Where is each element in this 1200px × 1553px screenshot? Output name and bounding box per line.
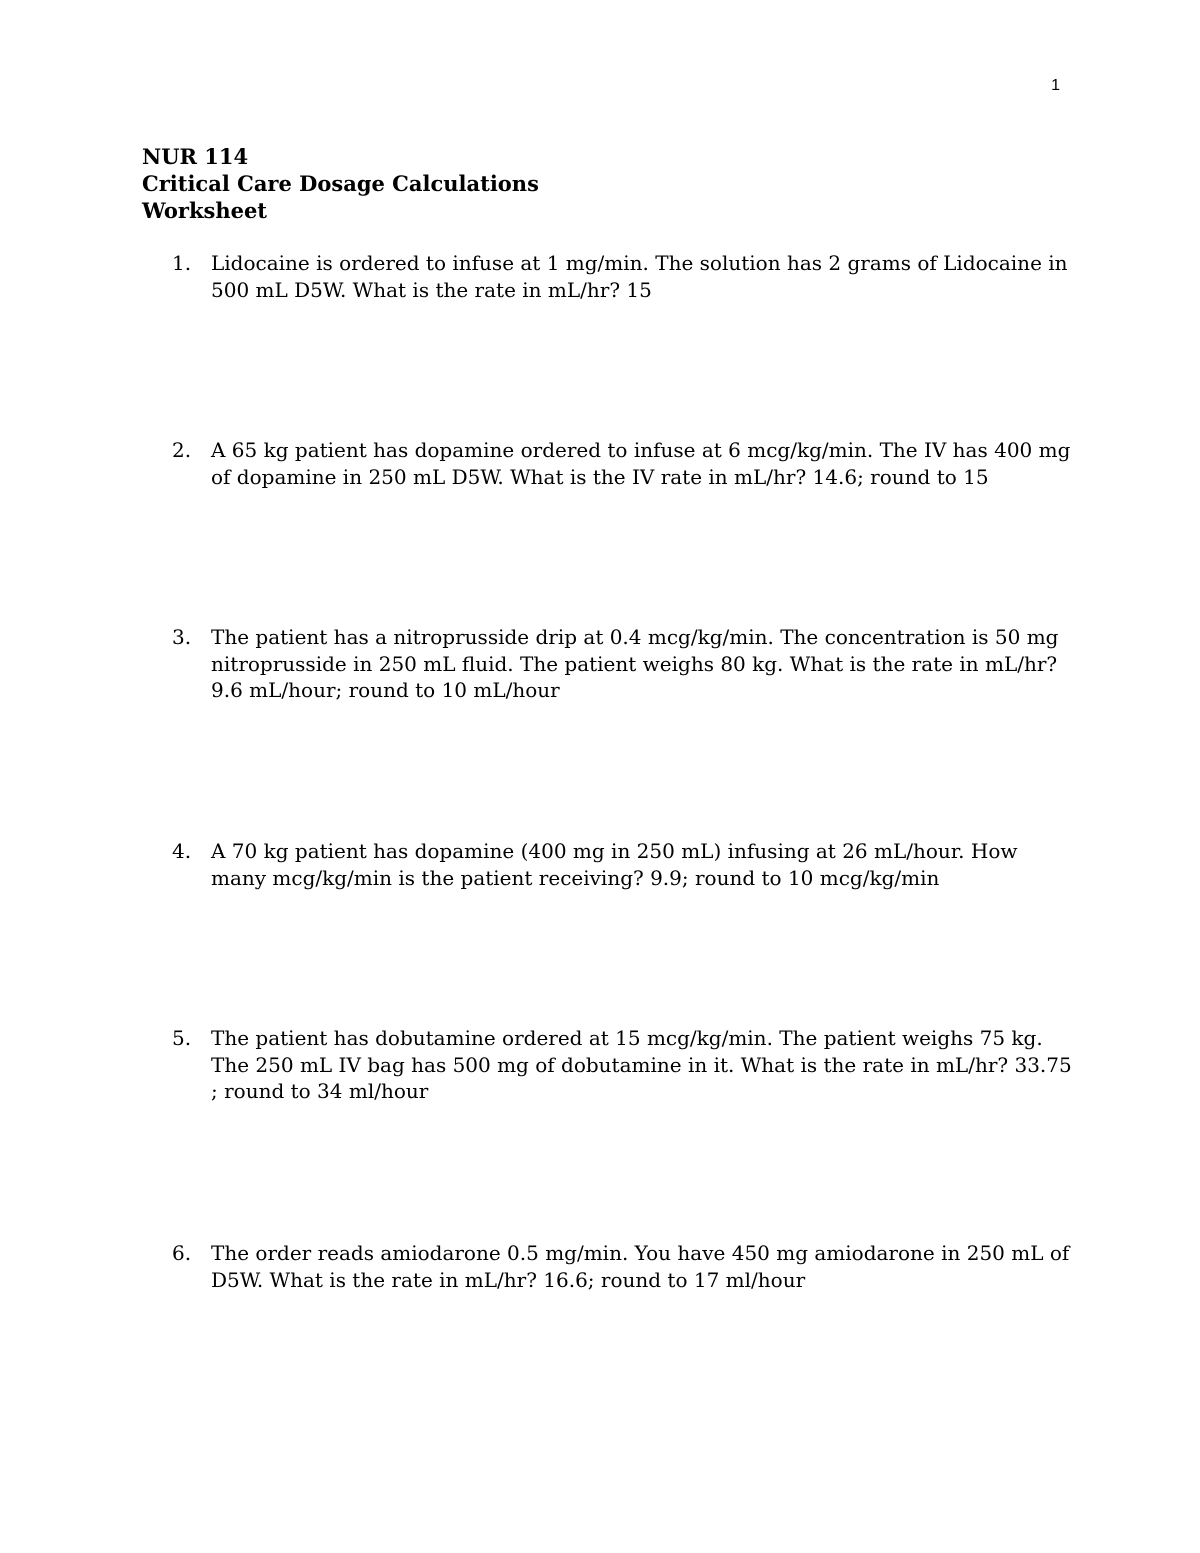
question-number: 4. <box>172 839 192 863</box>
question-text: A 70 kg patient has dopamine (400 mg in 250 mL) infusing at 26 mL/hour. How many mcg/kg/min is the patient receiving? 9.9; round to 10 mcg/kg/min <box>211 839 1018 890</box>
question-item <box>172 1240 1072 1293</box>
question-item <box>172 437 1072 490</box>
question-item <box>172 838 1072 891</box>
question-item <box>172 1025 1072 1105</box>
question-number: 3. <box>172 625 192 649</box>
question-text: The patient has a nitroprusside drip at 0.4 mcg/kg/min. The concentration is 50 mg nitroprusside in 250 mL fluid. The patient weighs 80 kg. What is the rate in mL/hr? 9.6 mL/hour; round to 10 mL/hour <box>211 625 1059 702</box>
question-number: 5. <box>172 1026 192 1050</box>
question-number: 1. <box>172 251 192 275</box>
course-code: NUR 114 <box>142 144 249 169</box>
question-text: The patient has dobutamine ordered at 15 mcg/kg/min. The patient weighs 75 kg. The 250 mL IV bag has 500 mg of dobutamine in it. What is the rate in mL/hr? 33.75 ; round to 34 ml/hour <box>211 1026 1072 1103</box>
question-text: A 65 kg patient has dopamine ordered to infuse at 6 mcg/kg/min. The IV has 400 mg of dopamine in 250 mL D5W. What is the IV rate in mL/hr? 14.6; round to 15 <box>211 438 1071 489</box>
page-number: 1 <box>1051 77 1060 94</box>
question-text: Lidocaine is ordered to infuse at 1 mg/min. The solution has 2 grams of Lidocaine in 500 mL D5W. What is the rate in mL/hr? 15 <box>211 251 1068 302</box>
document-title: Critical Care Dosage Calculations <box>142 171 539 196</box>
document-header <box>142 143 539 224</box>
question-item <box>172 624 1072 704</box>
question-text: The order reads amiodarone 0.5 mg/min. You have 450 mg amiodarone in 250 mL of D5W. What is the rate in mL/hr? 16.6; round to 17 ml/hour <box>211 1241 1070 1292</box>
question-number: 6. <box>172 1241 192 1265</box>
document-subtitle: Worksheet <box>142 198 268 223</box>
question-item <box>172 250 1072 303</box>
question-number: 2. <box>172 438 192 462</box>
